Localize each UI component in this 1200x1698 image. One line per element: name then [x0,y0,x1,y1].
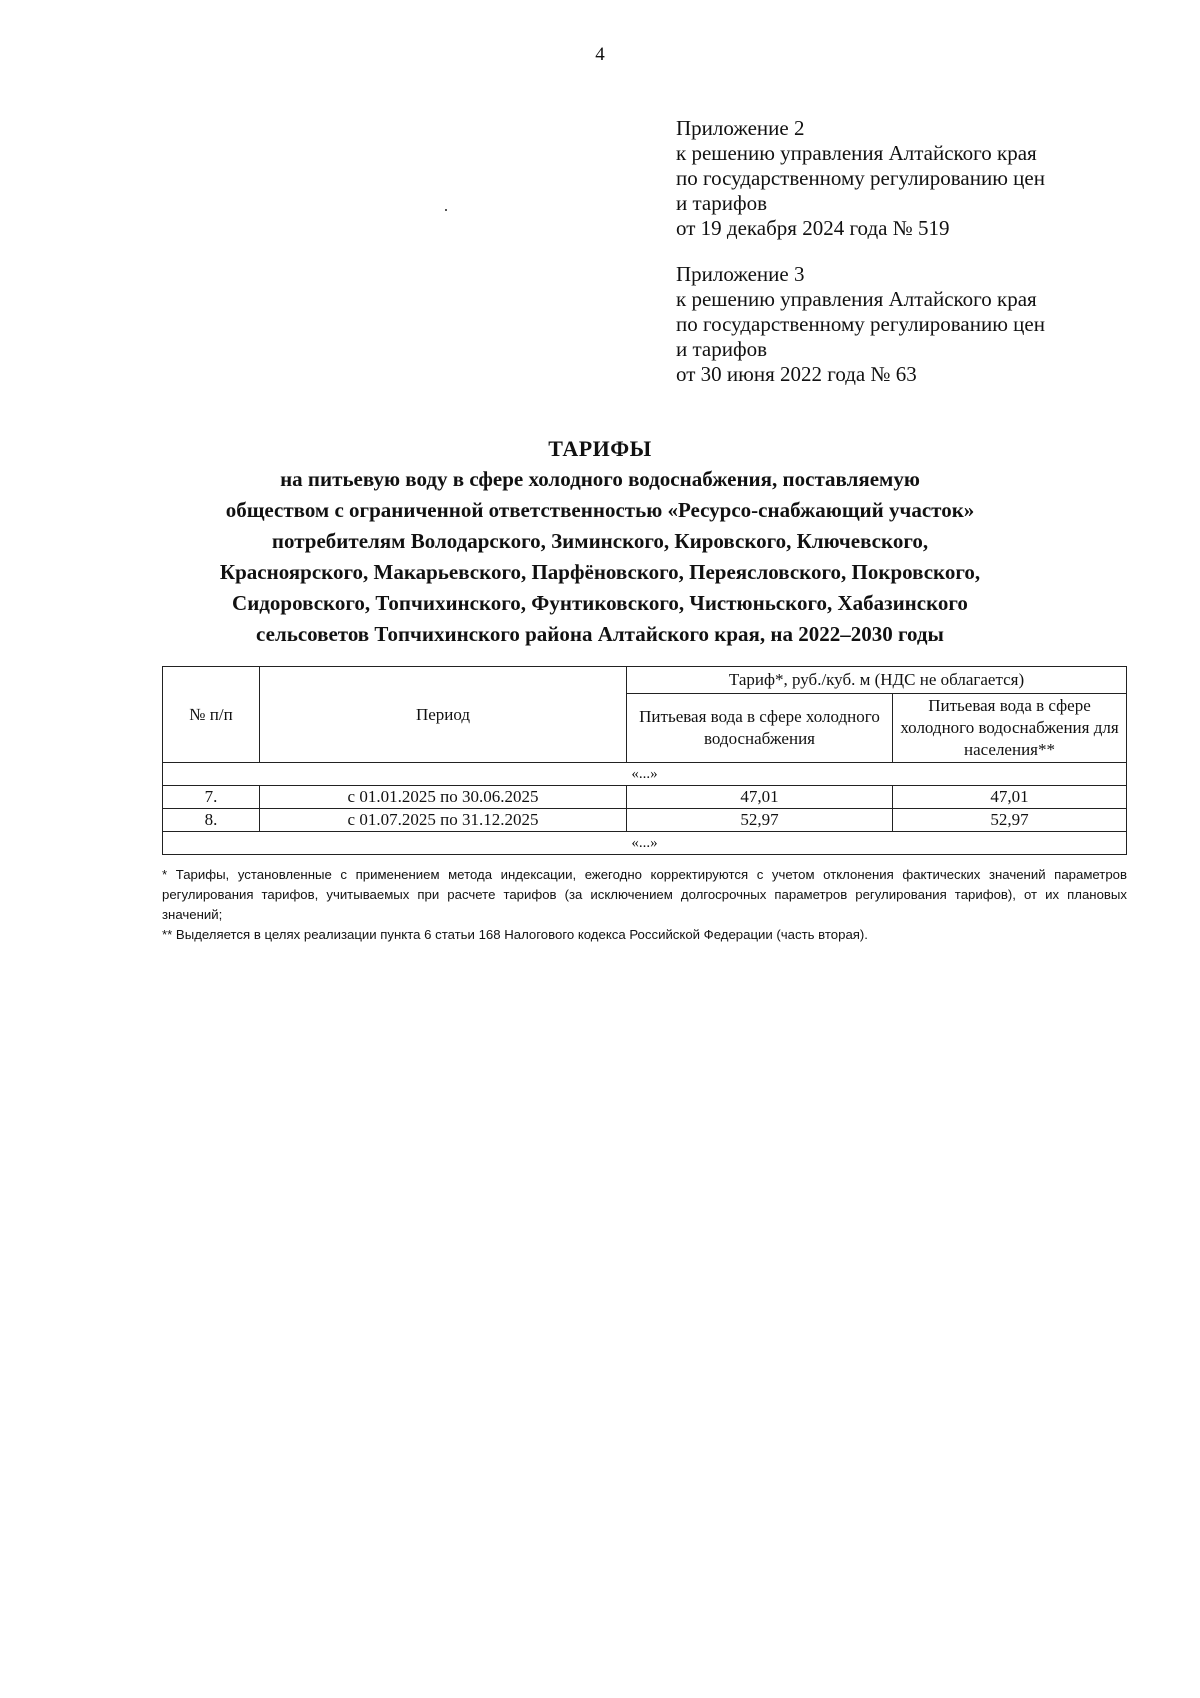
cell-number: 8. [163,809,260,832]
cell-number: 7. [163,786,260,809]
cell-period: с 01.07.2025 по 31.12.2025 [260,809,627,832]
appendix-3-line: по государственному регулированию цен [676,312,1045,336]
header-tariff-general: Питьевая вода в сфере холодного водоснабжения [627,694,893,763]
document-title-block [150,434,1050,650]
appendix-2-line: к решению управления Алтайского края [676,141,1037,165]
footnote-1: * Тарифы, установленные с применением метода индексации, ежегодно корректируются с учетом отклонения фактических значений параметров регулирования тарифов, учитываемых при расчете тарифов (за исключением долгосрочных параметров регулирования тарифов), от их плановых значений; [162,867,1127,922]
header-number: № п/п [163,667,260,763]
footnote-2: ** Выделяется в целях реализации пункта 6 статьи 168 Налогового кодекса Российской Федерации (часть вторая). [162,927,868,942]
subtitle-line: сельсоветов Топчихинского района Алтайского края, на 2022–2030 годы [256,622,944,646]
appendix-2-header [676,116,1146,241]
page-number: 4 [595,44,605,65]
appendix-3-header [676,262,1146,387]
cell-tariff-population: 52,97 [893,809,1127,832]
appendix-3-line: и тарифов [676,337,768,361]
document-title: ТАРИФЫ [548,436,652,461]
table-ellipsis-row: «...» [163,763,1127,786]
appendix-2-line: по государственному регулированию цен [676,166,1045,190]
subtitle-line: Сидоровского, Топчихинского, Фунтиковского, Чистюньского, Хабазинского [232,591,968,615]
subtitle-line: на питьевую воду в сфере холодного водоснабжения, поставляемую [280,467,920,491]
appendix-3-line: к решению управления Алтайского края [676,287,1037,311]
appendix-2-line: Приложение 2 [676,116,805,140]
cell-tariff-general: 52,97 [627,809,893,832]
cell-tariff-general: 47,01 [627,786,893,809]
tariffs-table [162,666,1127,855]
header-tariff-population: Питьевая вода в сфере холодного водоснабжения для населения** [893,694,1127,763]
appendix-3-line: от 30 июня 2022 года № 63 [676,362,917,386]
subtitle-line: потребителям Володарского, Зиминского, Кировского, Ключевского, [271,529,929,553]
table-row [163,809,1127,832]
footnotes [162,865,1127,945]
subtitle-line: Красноярского, Макарьевского, Парфёновского, Переясловского, Покровского, [219,560,981,584]
header-period: Период [260,667,627,763]
table-ellipsis-row: «...» [163,832,1127,855]
document-subtitle [150,464,1050,650]
subtitle-line: обществом с ограниченной ответственностью «Ресурсо-снабжающий участок» [225,498,975,522]
cell-tariff-population: 47,01 [893,786,1127,809]
appendix-3-line: Приложение 3 [676,262,805,286]
scan-speck [445,209,447,211]
cell-period: с 01.01.2025 по 30.06.2025 [260,786,627,809]
table-row [163,786,1127,809]
header-tariff-group: Тариф*, руб./куб. м (НДС не облагается) [627,667,1127,694]
appendix-2-line: от 19 декабря 2024 года № 519 [676,216,950,240]
appendix-2-line: и тарифов [676,191,768,215]
